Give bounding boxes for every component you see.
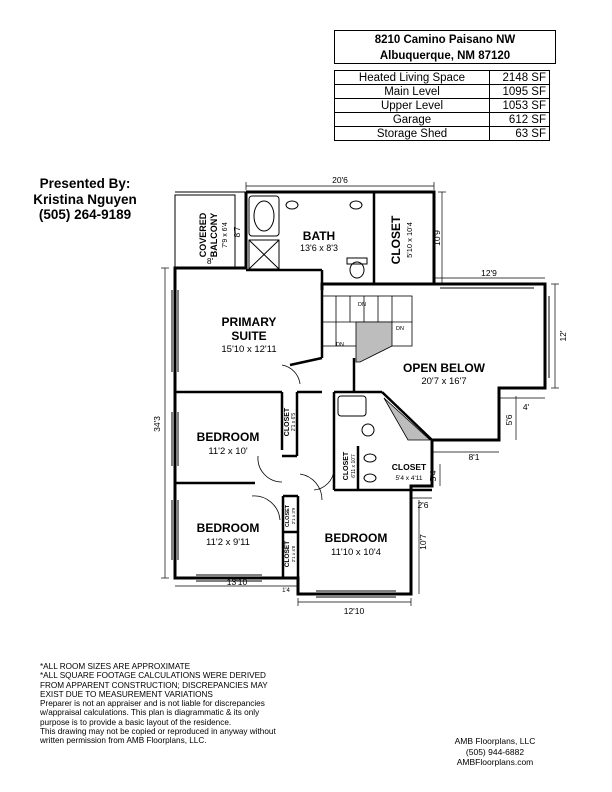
area-label: Storage Shed [335, 127, 490, 141]
dim-balcony-height: 8'7 [232, 226, 242, 238]
balcony-label-1: COVERED [198, 212, 208, 258]
bath-size: 13'6 x 8'3 [300, 243, 338, 253]
closet-c-size: 5'4 x 4'11 [395, 475, 423, 482]
stair-landing [356, 322, 392, 362]
bath-label: BATH [302, 229, 336, 243]
dim-right-step: 4' [522, 402, 530, 412]
primary-label-1: PRIMARY [221, 315, 277, 329]
dim-bed3-side-a: 5'4 [428, 470, 438, 482]
dim-bottom-left: 13'10 [226, 577, 248, 587]
shaft-fill [384, 398, 430, 440]
dim-bottom-right: 12'10 [343, 606, 365, 616]
address-line-2: Albuquerque, NM 87120 [379, 50, 511, 62]
closet-d-label: CLOSET [285, 504, 291, 528]
balcony-size: 7'9 x 6'4 [222, 222, 229, 248]
closet-a-size: 2'1 x 6'5 [291, 412, 297, 432]
company-block [440, 736, 550, 768]
company-phone: (505) 944-6882 [465, 746, 525, 757]
area-value: 612 SF [490, 113, 550, 127]
note-line: This drawing may not be copied or reproduced in anyway without written permission from AMB Floorplans, LLC. [40, 727, 276, 746]
bedroom-3-label: BEDROOM [324, 531, 388, 545]
area-value: 1095 SF [490, 85, 550, 99]
bedroom-2-label: BEDROOM [196, 521, 260, 535]
closet-d-size: 2'1 x 3'9 [291, 507, 296, 525]
area-label: Heated Living Space [335, 71, 490, 85]
dim-right-small: 5'6 [504, 414, 514, 426]
company-name: AMB Floorplans, LLC [454, 736, 536, 746]
dim-bed3-side-c: 10'7 [418, 534, 428, 550]
area-value: 2148 SF [490, 71, 550, 85]
area-label: Upper Level [335, 99, 490, 113]
note-line: *ALL SQUARE FOOTAGE CALCULATIONS WERE DERIVED FROM APPARENT CONSTRUCTION; DISCREPANCIES MAY EXIST DUE TO MEASUREMENT VARIATIONS [40, 671, 268, 699]
dim-left-side: 34'3 [152, 416, 162, 432]
stair-dn-label: DN [358, 302, 366, 308]
closet-top-size: 5'10 x 10'4 [405, 222, 414, 258]
primary-size: 15'10 x 12'11 [221, 344, 277, 355]
dim-bottom-left-small: 1'4 [282, 588, 290, 594]
open-below-label: OPEN BELOW [402, 361, 486, 375]
stair-dn-label: DN [336, 342, 344, 348]
presenter-name: Kristina Nguyen [33, 191, 137, 207]
bedroom-3-size: 11'10 x 10'4 [331, 547, 381, 558]
note-line: Preparer is not an appraiser and is not liable for discrepancies w/appraisal calculations. This plan is diagrammatic & its only purpose is to provide a basic layout of the residence. [40, 699, 265, 727]
dim-mid-right: 8'1 [468, 452, 480, 462]
area-value: 1053 SF [490, 99, 550, 113]
area-value: 63 SF [490, 127, 550, 141]
dim-balcony-width: 8' [206, 256, 214, 266]
presenter-phone: (505) 264-9189 [38, 207, 132, 222]
presenter-heading: Presented By: [39, 176, 131, 191]
dim-top: 20'6 [332, 175, 348, 185]
closet-e-label: CLOSET [284, 540, 291, 568]
dim-bed3-side-b: 2'6 [417, 500, 429, 510]
dim-right-side: 12' [558, 330, 568, 342]
closet-c-label: CLOSET [391, 462, 427, 472]
company-site[interactable]: AMBFloorplans.com [456, 757, 534, 767]
closet-top-label: CLOSET [389, 215, 403, 265]
closet-a-label: CLOSET [284, 407, 291, 437]
area-label: Garage [335, 113, 490, 127]
open-below-size: 20'7 x 16'7 [421, 376, 467, 387]
bedroom-1-label: BEDROOM [196, 430, 260, 444]
stair-dn-label: DN [396, 326, 404, 332]
bedroom-1-size: 11'2 x 10' [208, 446, 248, 457]
closet-e-size: 2'1 x 4'8 [291, 545, 296, 563]
disclaimer-notes [40, 662, 285, 746]
dim-open-top: 12'9 [481, 268, 497, 278]
address-line-1: 8210 Camino Paisano NW [374, 34, 516, 46]
balcony-label-2: BALCONY [209, 212, 219, 258]
closet-b-label: CLOSET [343, 451, 350, 481]
closet-b-size: 6'11 x 10'7 [351, 454, 357, 478]
dim-closet-height: 10'9 [432, 230, 442, 246]
area-label: Main Level [335, 85, 490, 99]
note-line: *ALL ROOM SIZES ARE APPROXIMATE [40, 662, 191, 671]
primary-label-2: SUITE [231, 329, 267, 343]
bedroom-2-size: 11'2 x 9'11 [206, 537, 250, 548]
